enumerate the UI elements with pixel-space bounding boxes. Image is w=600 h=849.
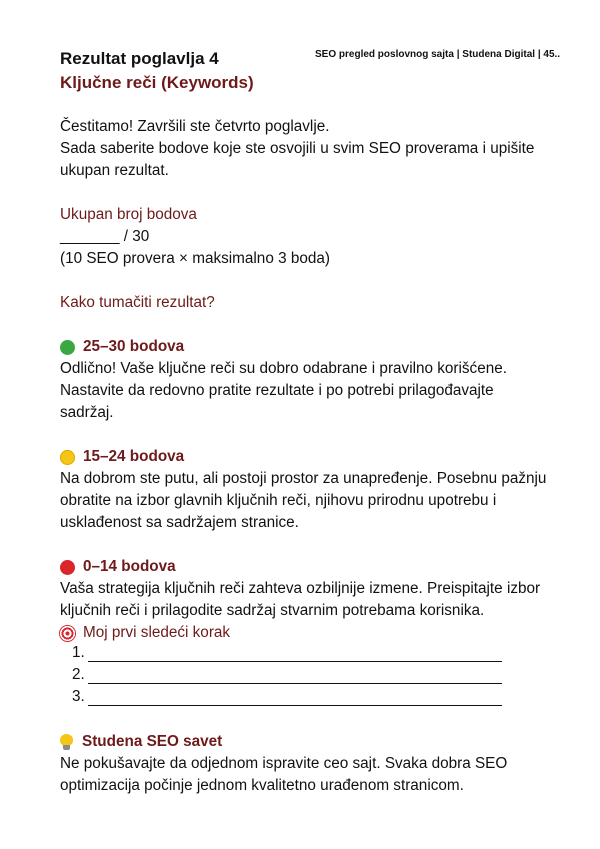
line-number: 2. [72, 666, 85, 683]
red-circle-icon [60, 560, 75, 575]
next-step-line-3[interactable] [72, 688, 502, 706]
next-step-line-2[interactable] [72, 666, 502, 684]
intro-line: Sada saberite bodove koje ste osvojili u svim SEO proverama i upišite ukupan rezultat. [60, 140, 535, 179]
range-text-low: Vaša strategija ključnih reči zahteva ozbiljnije izmene. Preispitajte izbor ključnih reči i prilagodite sadržaj stvarnim potrebama korisnika. [60, 580, 541, 619]
range-title: 15–24 bodova [83, 448, 185, 465]
intro-paragraph [60, 116, 550, 182]
tip-text: Ne pokušavajte da odjednom ispravite ceo sajt. Svaka dobra SEO optimizacija počinje jednom kvalitetno urađenom stranicom. [60, 755, 508, 794]
blank-line[interactable] [88, 667, 502, 684]
total-score-line: _______ / 30 [60, 228, 150, 245]
next-step-label: Moj prvi sledeći korak [83, 624, 231, 641]
target-icon [60, 626, 75, 641]
total-note: (10 SEO provera × maksimalno 3 boda) [60, 250, 330, 267]
blank-line[interactable] [88, 645, 502, 662]
chapter-title: Rezultat poglavlja 4 [60, 49, 219, 68]
next-step-line-1[interactable] [72, 644, 502, 662]
range-heading-low [60, 556, 176, 578]
chapter-subtitle: Ključne reči (Keywords) [60, 73, 254, 92]
total-label: Ukupan broj bodova [60, 206, 197, 223]
range-text-mid: Na dobrom ste putu, ali postoji prostor za unapređenje. Posebnu pažnju obratite na izbor glavnih ključnih reči, njihovu prirodnu upotrebu i usklađenost sa sadržajem stranice. [60, 470, 547, 531]
range-title: 0–14 bodova [83, 558, 176, 575]
running-header: SEO pregled poslovnog sajta | Studena Digital | 45.. [315, 49, 561, 60]
line-number: 1. [72, 644, 85, 661]
intro-line: Čestitamo! Završili ste četvrto poglavlje. [60, 118, 330, 135]
blank-line[interactable] [88, 689, 502, 706]
lightbulb-icon [60, 734, 73, 751]
yellow-circle-icon [60, 450, 75, 465]
interpret-heading: Kako tumačiti rezultat? [60, 294, 215, 311]
total-section [60, 204, 550, 270]
line-number: 3. [72, 688, 85, 705]
range-heading-mid [60, 446, 184, 468]
range-text-high: Odlično! Vaše ključne reči su dobro odabrane i pravilno korišćene. Nastavite da redovno pratite rezultate i po potrebi prilagođavajte sadržaj. [60, 360, 507, 421]
tip-heading [60, 731, 222, 753]
tip-title: Studena SEO savet [82, 733, 223, 750]
range-title: 25–30 bodova [83, 338, 185, 355]
range-heading-high [60, 336, 184, 358]
green-circle-icon [60, 340, 75, 355]
next-step-heading [60, 622, 230, 644]
